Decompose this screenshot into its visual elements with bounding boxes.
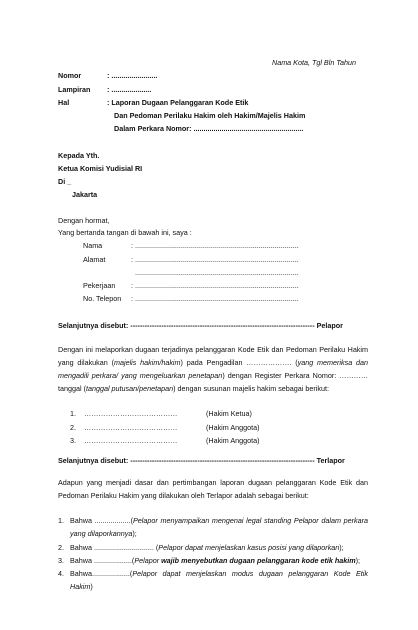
pekerjaan-value: : ..................................................................................: [131, 281, 299, 290]
point-3-num: 3.: [58, 556, 64, 565]
pelapor-prefix: Selanjutnya disebut:: [58, 321, 131, 330]
terlapor-prefix: Selanjutnya disebut:: [58, 456, 131, 465]
judge-item-3-role: (Hakim Anggota): [206, 436, 260, 445]
judge-item-2-num: 2.: [70, 423, 76, 432]
greeting: Dengan hormat,: [58, 216, 110, 225]
intro-line: Yang bertanda tangan di bawah ini, saya :: [58, 228, 192, 237]
report-text-3: ) pada Pengadilan ………………. (: [180, 358, 298, 367]
point-2-text: [70, 541, 368, 554]
pelapor-line: [58, 321, 343, 330]
point-2-italic: Pelapor dapat menjelaskan kasus posisi yang dilaporkan: [158, 543, 340, 552]
judge-item-3-name: …………………………………: [84, 436, 178, 445]
report-text-7: ) dengan susunan majelis hakim sebagai berikut:: [173, 384, 329, 393]
place-date: Nama Kota, Tgl Bln Tahun: [272, 58, 357, 67]
pelapor-label: Pelapor: [314, 321, 343, 330]
point-3-italic: Pelapor: [134, 556, 162, 565]
point-4-tail: ): [90, 582, 93, 591]
point-2-num: 2.: [58, 543, 64, 552]
point-4-lead: Bahwa...................(: [70, 569, 133, 578]
judge-item-2-role: (Hakim Anggota): [206, 423, 260, 432]
point-4-text: [70, 567, 368, 593]
hal-label: Hal: [58, 98, 70, 107]
telepon-value: : ..................................................................................: [131, 294, 299, 303]
point-3-bold: wajib menyebutkan dugaan pelanggaran kode etik hakim: [161, 556, 356, 565]
point-1-italic: Pelapor menyampaikan mengenai legal standing Pelapor dalam perkara yang dilaporkannya: [70, 516, 369, 538]
terlapor-line: [58, 456, 345, 465]
judge-item-1-name: …………………………………: [84, 409, 178, 418]
report-paragraph: [58, 343, 368, 395]
point-1-tail: );: [132, 529, 137, 538]
alamat-continuation: ..................................................................................: [135, 268, 299, 277]
recipient-line-2: Ketua Komisi Yudisial RI: [58, 164, 143, 173]
report-text-6: tanggal putusan/penetapan: [85, 384, 174, 393]
point-2-tail: );: [339, 543, 344, 552]
judge-item-1-num: 1.: [70, 409, 76, 418]
alamat-value: : ..................................................................................: [131, 255, 299, 264]
report-text-4: yang memeriksa dan mengadili perkara/ yang mengeluarkan penetapan: [58, 358, 369, 380]
judge-item-3-num: 3.: [70, 436, 76, 445]
nama-value: : ..................................................................................: [131, 241, 299, 250]
judge-item-1-role: (Hakim Ketua): [206, 409, 252, 418]
terlapor-label: Terlapor: [314, 456, 345, 465]
nama-label: Nama: [83, 241, 103, 250]
pekerjaan-label: Pekerjaan: [83, 281, 116, 290]
basis-paragraph: Adapun yang menjadi dasar dan pertimbangan laporan dugaan pelanggaran Kode Etik dan Pedoman Perilaku Hakim yang dilakukan oleh Terlapor adalah sebagai berikut:: [58, 478, 368, 500]
report-text-1: Dengan ini melaporkan dugaan terjadinya pelanggaran Kode Etik dan Pedoman Perilaku Hakim yang dilakukan (: [58, 345, 368, 367]
pelapor-dashes: -----------------------------------------------------------------------------: [130, 321, 315, 330]
report-text-5: ) dengan Register Perkara Nomor: ………… tanggal (: [58, 371, 369, 393]
point-2-lead: Bahwa .............................. (: [70, 543, 159, 552]
point-1-text: [70, 514, 368, 540]
hal-line-2: Dan Pedoman Perilaku Hakim oleh Hakim/Majelis Hakim: [114, 111, 306, 120]
lampiran-value: : ....................: [107, 85, 152, 94]
lampiran-label: Lampiran: [58, 85, 91, 94]
hal-line-3: Dalam Perkara Nomor: .......................................................: [114, 124, 304, 133]
point-1-num: 1.: [58, 516, 64, 525]
hal-line-1: : Laporan Dugaan Pelanggaran Kode Etik: [107, 98, 249, 107]
nomor-label: Nomor: [58, 71, 82, 80]
alamat-label: Alamat: [83, 255, 106, 264]
point-3-lead: Bahwa ...................(: [70, 556, 135, 565]
recipient-line-3: Di _: [58, 177, 72, 186]
telepon-label: No. Telepon: [83, 294, 122, 303]
point-1-lead: Bahwa ..................(: [70, 516, 134, 525]
judge-item-2-name: …………………………………: [84, 423, 178, 432]
report-text-2: majelis hakim/hakim: [113, 358, 181, 367]
point-3-tail: );: [355, 556, 360, 565]
recipient-line-4: Jakarta: [72, 190, 98, 199]
recipient-line-1: Kepada Yth.: [58, 151, 100, 160]
nomor-value: : .......................: [107, 71, 158, 80]
point-3-text: [70, 554, 368, 567]
terlapor-dashes: -----------------------------------------------------------------------------: [130, 456, 315, 465]
point-4-num: 4.: [58, 569, 64, 578]
point-4-italic: Pelapor dapat menjelaskan modus dugaan pelanggaran Kode Etik Hakim: [70, 569, 368, 591]
